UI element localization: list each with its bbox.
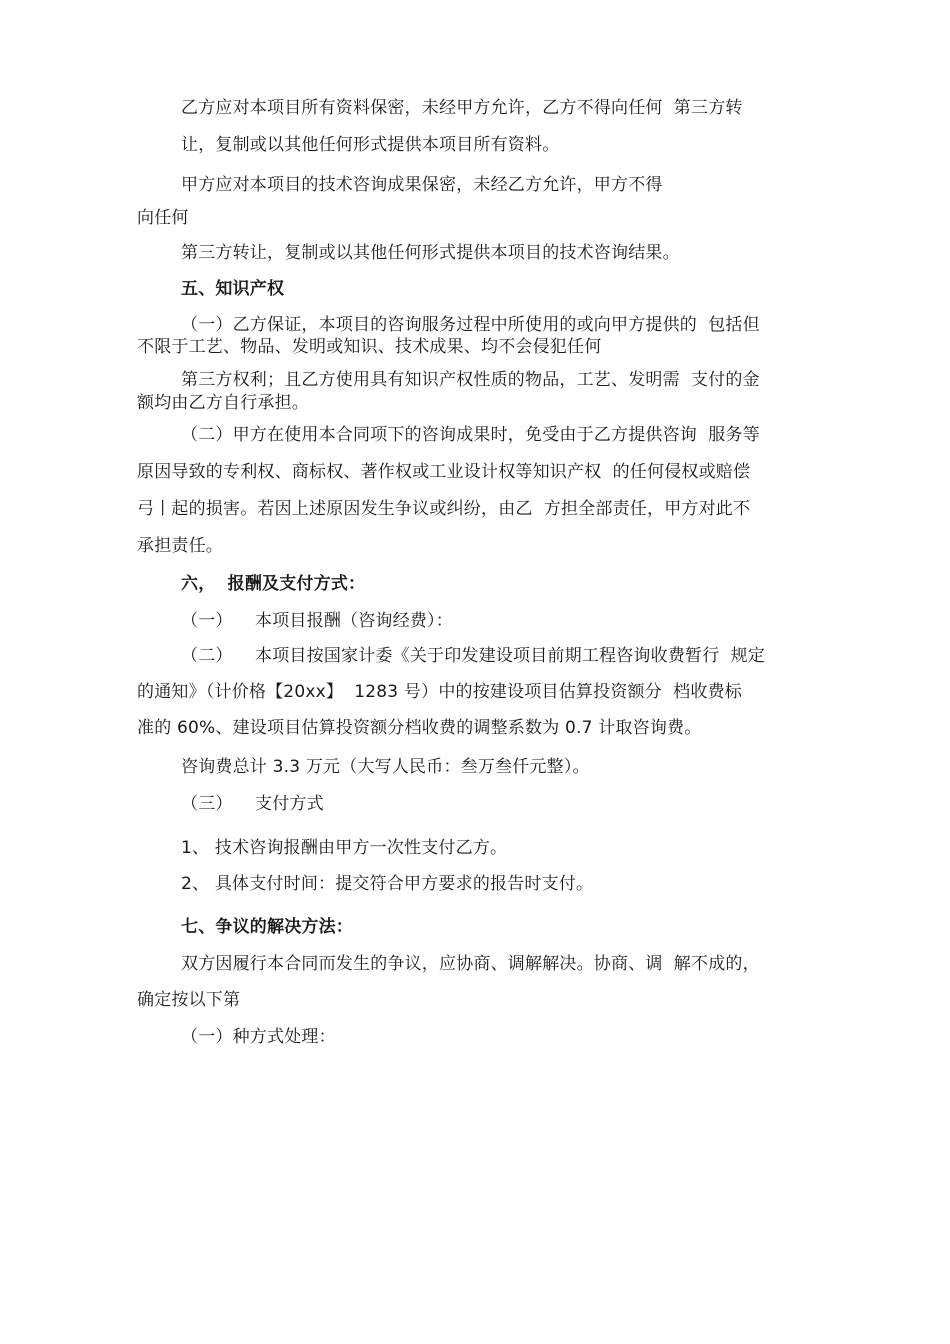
- list-item: 2、 具体支付时间：提交符合甲方要求的报告时支付。: [181, 874, 594, 894]
- list-item: 1、 技术咨询报酬由甲方一次性支付乙方。: [181, 838, 508, 858]
- paragraph-line: 让，复制或以其他任何形式提供本项目所有资料。: [181, 135, 560, 155]
- paragraph-line: 弓丨起的损害。若因上述原因发生争议或纠纷，由乙 方担全部责任，甲方对此不: [137, 499, 751, 519]
- paragraph-line: 承担责任。: [137, 536, 223, 556]
- section-heading: 七、争议的解决方法：: [181, 917, 353, 937]
- paragraph-line: （三） 支付方式: [181, 794, 324, 814]
- paragraph-line: 准的 60%、建设项目估算投资额分档收费的调整系数为 0.7 计取咨询费。: [137, 718, 702, 738]
- paragraph-line: 原因导致的专利权、商标权、著作权或工业设计权等知识产权 的任何侵权或赔偿: [137, 462, 751, 482]
- paragraph-line: 不限于工艺、物品、发明或知识、技术成果、均不会侵犯任何: [137, 337, 602, 357]
- paragraph-line: 的通知》（计价格【20xx】 1283 号）中的按建设项目估算投资额分 档收费标: [137, 682, 742, 702]
- paragraph-line: 甲方应对本项目的技术咨询成果保密，未经乙方允许，甲方不得: [181, 175, 663, 195]
- section-heading: 六， 报酬及支付方式：: [181, 574, 366, 594]
- paragraph-line: （一）乙方保证，本项目的咨询服务过程中所使用的或向甲方提供的 包括但: [181, 315, 760, 335]
- paragraph-line: （一） 本项目报酬（咨询经费）：: [181, 611, 453, 631]
- paragraph-line: 第三方权利；且乙方使用具有知识产权性质的物品，工艺、发明需 支付的金: [181, 370, 760, 390]
- paragraph-line: 咨询费总计 3.3 万元（大写人民币：叁万叁仟元整）。: [181, 757, 590, 777]
- paragraph-line: （二） 本项目按国家计委《关于印发建设项目前期工程咨询收费暂行 规定: [181, 646, 766, 666]
- paragraph-line: 额均由乙方自行承担。: [137, 393, 309, 413]
- paragraph-line: 双方因履行本合同而发生的争议，应协商、调解解决。协商、调 解不成的，: [181, 954, 760, 974]
- paragraph-line: 乙方应对本项目所有资料保密，未经甲方允许，乙方不得向任何 第三方转: [181, 98, 743, 118]
- paragraph-line: 确定按以下第: [137, 990, 241, 1010]
- paragraph-line: （二）甲方在使用本合同项下的咨询成果时，免受由于乙方提供咨询 服务等: [181, 425, 760, 445]
- paragraph-line: （一）种方式处理：: [181, 1027, 336, 1047]
- paragraph-line: 第三方转让，复制或以其他任何形式提供本项目的技术咨询结果。: [181, 243, 680, 263]
- section-heading: 五、知识产权: [181, 279, 285, 299]
- paragraph-line: 向任何: [137, 208, 189, 228]
